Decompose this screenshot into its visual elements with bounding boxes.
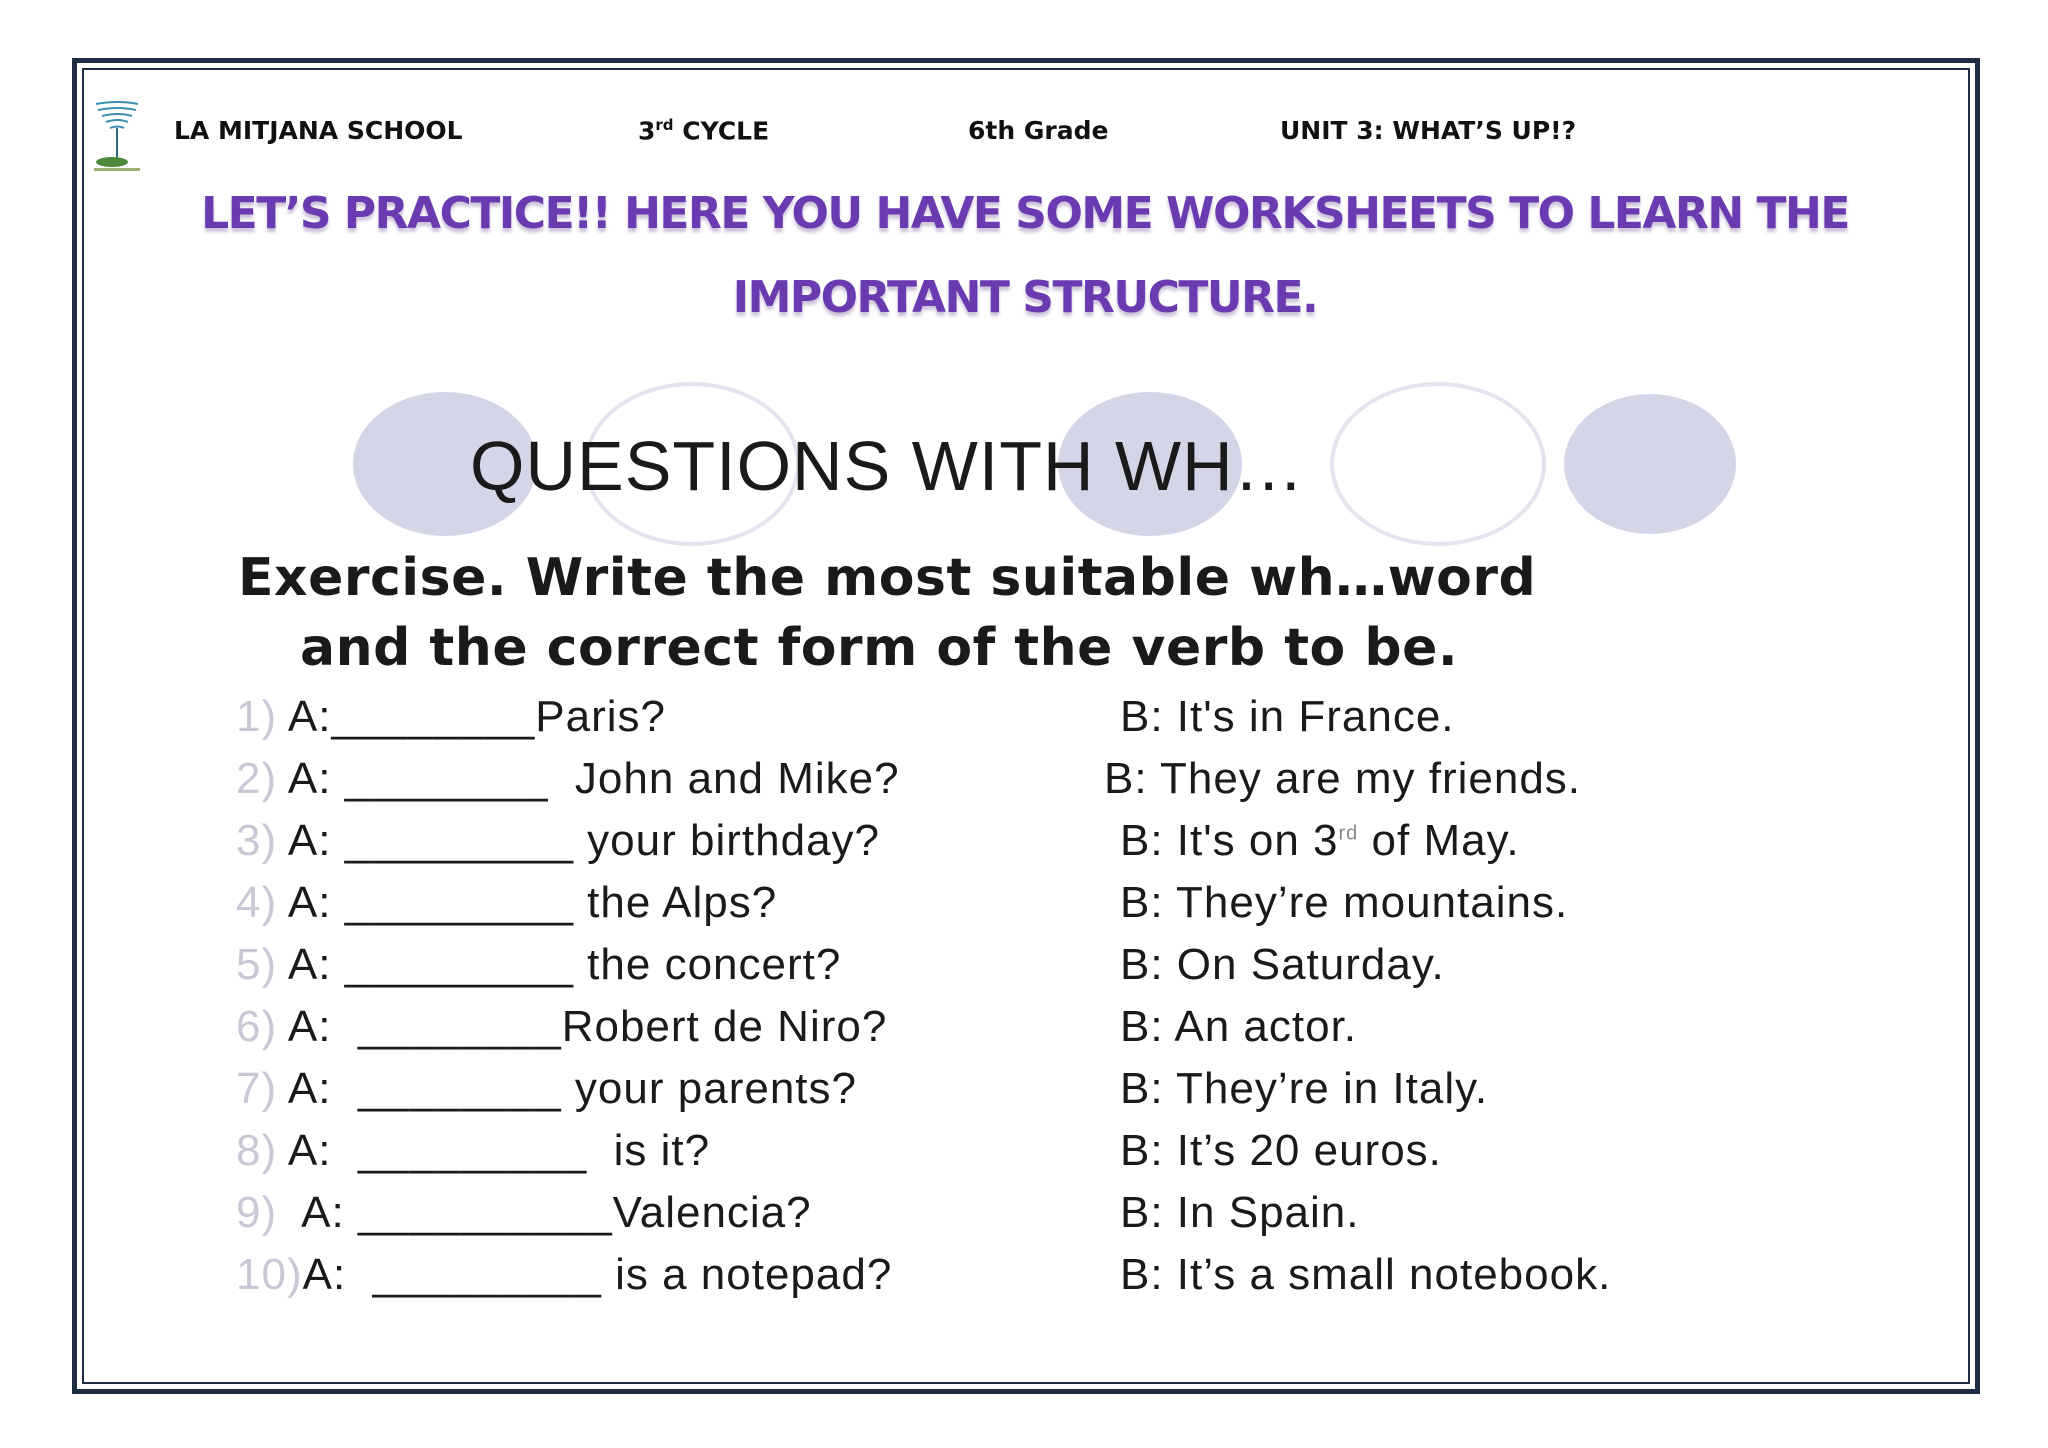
item-number: 4): [236, 878, 278, 927]
cycle-suffix: rd: [655, 116, 674, 134]
item-question: A: __________Valencia?: [290, 1188, 812, 1237]
cycle-text: CYCLE: [682, 116, 770, 146]
exercise-item-question: [236, 1064, 857, 1114]
instruction-line-1: Exercise. Write the most suitable wh…word: [238, 548, 1537, 608]
instruction-line-2: and the correct form of the verb to be.: [300, 618, 1459, 678]
worksheet-heading: QUESTIONS WITH WH…: [470, 427, 1305, 505]
item-question: A: _________ the Alps?: [287, 878, 778, 927]
exercise-item-answer: B: It’s a small notebook.: [1120, 1250, 1612, 1299]
exercise-item-question: [236, 1188, 812, 1238]
page-title-line-2: IMPORTANT STRUCTURE.: [732, 272, 1318, 323]
exercise-item-answer: B: It’s 20 euros.: [1120, 1126, 1442, 1175]
item-number: 5): [236, 940, 278, 989]
page-title-line-1: LET’S PRACTICE!! HERE YOU HAVE SOME WORKSHEETS TO LEARN THE: [201, 188, 1849, 239]
item-question: A: ________ your parents?: [287, 1064, 857, 1113]
exercise-item-answer: B: They’re in Italy.: [1120, 1064, 1489, 1113]
item-number: 6): [236, 1002, 278, 1051]
exercise-item-question: [236, 816, 880, 866]
answer-tail: of May.: [1358, 816, 1520, 865]
item-number: 2): [236, 754, 278, 803]
exercise-item-answer: B: They’re mountains.: [1120, 878, 1569, 927]
item-question: A: ________ John and Mike?: [287, 754, 900, 803]
deco-circle-outline-2: [1332, 384, 1544, 544]
exercise-item-answer: B: On Saturday.: [1120, 940, 1445, 989]
item-question: A:________Paris?: [287, 692, 666, 741]
item-number: 7): [236, 1064, 278, 1113]
item-question: A: _________ the concert?: [287, 940, 842, 989]
exercise-item-answer: B: They are my friends.: [1104, 754, 1582, 803]
exercise-item-question: [236, 1126, 710, 1176]
item-number: 9): [236, 1188, 278, 1237]
exercise-item-answer: B: An actor.: [1120, 1002, 1358, 1051]
exercise-item-answer: B: It's in France.: [1120, 692, 1455, 741]
exercise-item-question: [236, 692, 666, 742]
exercise-item-question: [236, 1250, 892, 1300]
exercise-item-answer: B: In Spain.: [1120, 1188, 1360, 1237]
unit-label: UNIT 3: WHAT’S UP!?: [1280, 116, 1577, 145]
cycle-number: 3: [638, 116, 656, 146]
exercise-item-question: [236, 1002, 887, 1052]
item-number: 8): [236, 1126, 278, 1175]
item-question: A: _________ your birthday?: [287, 816, 881, 865]
item-number: 10): [236, 1250, 303, 1299]
school-name: LA MITJANA SCHOOL: [174, 116, 463, 145]
exercise-item-question: [236, 754, 900, 804]
exercise-item-answer: [1120, 816, 1520, 866]
item-question: A: _________ is a notepad?: [302, 1250, 893, 1299]
item-question: A: _________ is it?: [287, 1126, 711, 1175]
deco-circle-filled-3: [1564, 394, 1736, 534]
item-number: 1): [236, 692, 278, 741]
answer-sup: rd: [1338, 822, 1359, 845]
exercise-item-question: [236, 940, 841, 990]
grade-label: 6th Grade: [968, 116, 1109, 145]
item-number: 3): [236, 816, 278, 865]
item-question: A: ________Robert de Niro?: [287, 1002, 888, 1051]
exercise-item-question: [236, 878, 777, 928]
answer-text: B: It's on 3: [1120, 816, 1339, 865]
